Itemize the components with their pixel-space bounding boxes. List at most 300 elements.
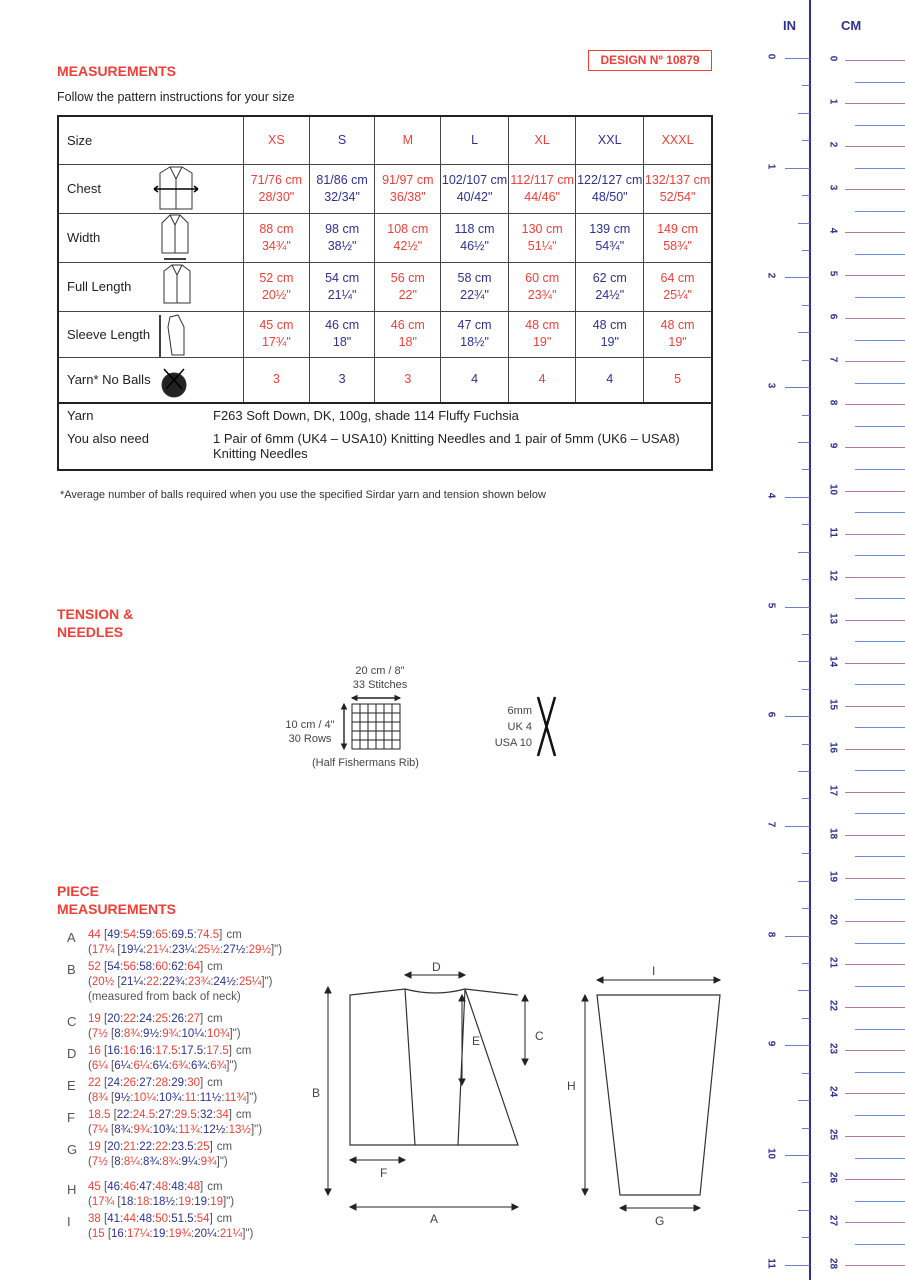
inch-line: [88, 1123, 262, 1138]
punctuation: :: [196, 1109, 200, 1121]
measure-value: 13½: [228, 1124, 251, 1136]
punctuation: :: [155, 1109, 159, 1121]
punctuation: :: [207, 1196, 211, 1208]
cm-line: [88, 1212, 253, 1227]
piece-lines: [88, 1140, 232, 1170]
inch-tick: [785, 277, 810, 278]
inch-value: 46½": [460, 238, 489, 253]
measure-value: 54: [196, 1213, 210, 1225]
cm-tick: [855, 82, 905, 83]
inch-tick: [802, 140, 810, 141]
cm-tick: [845, 146, 905, 147]
punctuation: ]"): [270, 944, 283, 956]
cm-tick: [845, 1222, 905, 1223]
punctuation: :: [171, 1109, 175, 1121]
measure-value: 9¾: [162, 1028, 179, 1040]
measure-value: 11½: [199, 1092, 222, 1104]
inch-tick: [785, 1045, 810, 1046]
measure-value: 6¼: [133, 1060, 150, 1072]
size-cell: [244, 262, 310, 311]
inch-number: 11: [765, 1257, 777, 1269]
cm-number: 12: [827, 569, 839, 581]
cm-tick: [845, 1179, 905, 1180]
measure-value: 19: [194, 1196, 208, 1208]
punctuation: :: [193, 1141, 197, 1153]
inch-number: 3: [765, 382, 777, 389]
needle-size: [490, 703, 532, 751]
punctuation: :: [135, 1077, 140, 1089]
inch-tick: [785, 607, 810, 608]
measure-value: 7½: [91, 1028, 108, 1040]
cm-number: 0: [827, 55, 839, 62]
measure-value: 47: [139, 1181, 152, 1193]
left-front-outline: [350, 989, 415, 1145]
cm-value: 48 cm: [660, 318, 695, 332]
label-a: A: [430, 1212, 439, 1225]
inch-tick: [802, 469, 810, 470]
cm-tick: [855, 383, 905, 384]
punctuation: :: [183, 961, 188, 973]
footnote: *Average number of balls required when you use the specified Sirdar yarn and tension shown below: [60, 489, 546, 501]
cm-value: 47 cm: [457, 318, 492, 332]
cm-value: 108 cm: [387, 221, 429, 236]
cm-tick: [845, 749, 905, 750]
punctuation: :: [151, 929, 156, 941]
punctuation: :: [167, 1013, 172, 1025]
punctuation: [: [100, 1141, 108, 1153]
inch-value: 23¾": [527, 287, 557, 302]
cm-value: 118 cm: [454, 221, 495, 236]
measure-value: 19: [88, 1141, 101, 1153]
measure-value: 22: [88, 1077, 101, 1089]
inch-line: [88, 975, 273, 990]
cm-number: 21: [827, 956, 839, 969]
measure-value: 22: [139, 1141, 152, 1153]
measure-value: 16: [139, 1045, 152, 1057]
measure-value: 48: [187, 1181, 200, 1193]
size-header: XS: [244, 116, 310, 164]
row-label: Yarn* No Balls: [58, 357, 244, 403]
cm-line: [88, 960, 273, 975]
piece-letter: H: [67, 1182, 77, 1197]
measure-value: 58: [139, 961, 152, 973]
info-cell: [58, 403, 712, 470]
punctuation: (: [88, 1092, 92, 1104]
inch-tick: [802, 195, 810, 196]
needle-uk: UK 4: [507, 721, 532, 733]
cm-tick: [855, 125, 905, 126]
cm-tick: [855, 598, 905, 599]
inch-tick: [802, 85, 810, 86]
inch-tick: [802, 524, 810, 525]
inch-tick: [798, 990, 810, 991]
cm-tick: [845, 577, 905, 578]
size-header: M: [375, 116, 441, 164]
size-cell: [375, 213, 441, 262]
cm-number: 5: [827, 270, 839, 277]
punctuation: :: [191, 1228, 195, 1240]
measure-value: 12½: [202, 1124, 226, 1136]
punctuation: :: [135, 1045, 140, 1057]
cm-tick: [845, 964, 905, 965]
size-cell: [441, 213, 509, 262]
punctuation: :: [167, 1141, 172, 1153]
row-label: Width: [58, 213, 244, 262]
punctuation: :: [167, 961, 172, 973]
size-cell: [508, 213, 575, 262]
punctuation: ]"): [229, 1028, 241, 1040]
size-cell: [309, 164, 375, 213]
cm-number: 3: [827, 184, 839, 191]
piece-letter: B: [67, 962, 76, 977]
punctuation: :: [184, 976, 188, 988]
inch-tick: [785, 1265, 810, 1266]
cm-tick: [845, 792, 905, 793]
measure-value: 16: [88, 1045, 101, 1057]
cm-tick: [855, 340, 905, 341]
cm-tick: [845, 318, 905, 319]
measure-value: 51.5: [171, 1213, 194, 1225]
inch-tick: [785, 716, 810, 717]
punctuation: ]"): [242, 1228, 254, 1240]
measure-value: 17.5: [206, 1045, 229, 1057]
measure-value: 8¾: [162, 1156, 179, 1168]
punctuation: :: [191, 1196, 195, 1208]
cm-number: 2: [827, 141, 839, 148]
tension-height-text: 10 cm / 4": [285, 719, 335, 731]
punctuation: :: [151, 961, 156, 973]
measure-value: 27: [187, 1013, 200, 1025]
size-cell: [244, 213, 310, 262]
measure-value: 8: [114, 1156, 121, 1168]
label-g: G: [655, 1214, 665, 1225]
cm-tick: [855, 555, 905, 556]
measure-value: 32: [199, 1109, 213, 1121]
balls-cell: 4: [508, 357, 575, 403]
punctuation: :: [225, 1124, 229, 1136]
punctuation: (: [88, 1028, 92, 1040]
inch-number: 9: [765, 1041, 777, 1047]
piece-lines: [88, 1108, 262, 1138]
punctuation: :: [139, 1156, 144, 1168]
inch-value: 24½": [595, 287, 625, 302]
cm-tick: [855, 684, 905, 685]
piece-lines: [88, 1012, 241, 1042]
cm-tick: [845, 534, 905, 535]
punctuation: (: [88, 1228, 92, 1240]
inch-tick: [802, 634, 810, 635]
punctuation: :: [177, 1045, 181, 1057]
cm-number: 27: [827, 1215, 839, 1227]
cm-tick: [845, 275, 905, 276]
cm-tick: [855, 943, 905, 944]
punctuation: :: [178, 1156, 182, 1168]
punctuation: :: [130, 1060, 134, 1072]
size-cell: [441, 262, 509, 311]
measure-value: 9½: [143, 1028, 160, 1040]
measure-value: 7¼: [91, 1124, 108, 1136]
size-label: Size: [58, 116, 244, 164]
yarn-label: Yarn: [67, 408, 94, 423]
cm-tick: [855, 254, 905, 255]
cm-tick: [855, 426, 905, 427]
size-header: XXL: [576, 116, 644, 164]
punctuation: :: [149, 1196, 153, 1208]
cm-number: 6: [827, 314, 839, 320]
measure-value: 21¼: [219, 1228, 243, 1240]
punctuation: :: [159, 976, 163, 988]
cm-tick: [845, 878, 905, 879]
measure-value: 9¾: [133, 1124, 150, 1136]
row-label: Full Length: [58, 262, 244, 311]
inch-value: 18": [398, 335, 417, 349]
measure-value: 17.5: [180, 1045, 204, 1057]
balls-cell: 3: [375, 357, 441, 403]
cm-number: 26: [827, 1172, 839, 1184]
measure-value: 46: [123, 1181, 136, 1193]
punctuation: :: [203, 1028, 208, 1040]
balls-cell: 5: [644, 357, 712, 403]
measure-value: 18: [120, 1196, 134, 1208]
measure-value: 54: [123, 929, 136, 941]
measure-value: 18: [136, 1196, 150, 1208]
size-cell: [441, 164, 509, 213]
measure-value: 29: [171, 1077, 184, 1089]
measure-value: 19: [88, 1013, 101, 1025]
inch-number: 10: [765, 1147, 777, 1160]
inch-tick: [798, 1210, 810, 1211]
punctuation: (: [88, 1060, 92, 1072]
cm-tick: [845, 103, 905, 104]
cm-line: [88, 1180, 234, 1195]
piece-lines: [88, 1180, 234, 1210]
inch-line: [88, 1027, 241, 1042]
measure-value: 17¾: [91, 1196, 115, 1208]
punctuation: [: [114, 944, 121, 956]
punctuation: :: [135, 961, 140, 973]
punctuation: :: [135, 1181, 140, 1193]
tension-heading-line1: TENSION &: [57, 606, 134, 622]
piece-lines: [88, 960, 273, 1005]
inch-number: 6: [765, 711, 777, 718]
inch-value: 21¼": [327, 287, 357, 302]
cm-number: 7: [827, 357, 839, 363]
info-table: [59, 404, 711, 469]
measure-value: 24: [107, 1077, 120, 1089]
cm-line: [88, 1076, 257, 1091]
measure-value: 6¾: [191, 1060, 208, 1072]
size-cell: [441, 311, 509, 357]
punctuation: [: [107, 1124, 115, 1136]
punctuation: :: [187, 1060, 192, 1072]
punctuation: :: [151, 1013, 156, 1025]
measure-value: 26: [123, 1077, 136, 1089]
punctuation: :: [155, 1092, 160, 1104]
cm-value: 102/107 cm: [441, 172, 508, 187]
cm-number: 20: [827, 913, 839, 926]
inch-value: 40/42": [456, 189, 493, 204]
tension-heading: [57, 605, 133, 641]
cm-unit: cm: [235, 1045, 252, 1057]
piece-letter: F: [67, 1110, 75, 1125]
measure-value: 11¾: [224, 1092, 247, 1104]
measure-value: 48: [155, 1181, 168, 1193]
cm-value: 81/86 cm: [316, 172, 368, 187]
cm-tick: [845, 1007, 905, 1008]
cm-tick: [845, 361, 905, 362]
cm-unit: cm: [235, 1109, 252, 1121]
row-label: Chest: [58, 164, 244, 213]
measure-value: 22: [116, 1109, 130, 1121]
measure-value: 21: [123, 1141, 136, 1153]
inch-tick: [802, 1018, 810, 1019]
cm-value: 91/97 cm: [382, 172, 434, 187]
punctuation: :: [181, 1092, 185, 1104]
punctuation: ]: [228, 1109, 232, 1121]
measure-value: 30: [187, 1077, 200, 1089]
measurements-heading: MEASUREMENTS: [57, 63, 177, 79]
punctuation: [: [107, 1060, 115, 1072]
cm-line: [88, 1012, 241, 1027]
measure-value: 19¼: [120, 944, 144, 956]
cm-tick: [855, 986, 905, 987]
piece-note: (measured from back of neck): [88, 991, 241, 1003]
inch-value: 42½": [393, 238, 423, 253]
measure-value: 8: [114, 1028, 121, 1040]
measure-value: 16: [107, 1045, 120, 1057]
punctuation: :: [207, 1060, 211, 1072]
punctuation: :: [139, 1028, 144, 1040]
punctuation: :: [129, 1109, 133, 1121]
punctuation: [: [104, 1228, 112, 1240]
cm-line: [88, 928, 282, 943]
size-cell: [244, 164, 310, 213]
size-cell: [576, 213, 644, 262]
punctuation: ]: [209, 1141, 213, 1153]
measure-value: 20: [107, 1013, 120, 1025]
punctuation: :: [149, 1124, 153, 1136]
punctuation: :: [210, 976, 214, 988]
punctuation: [: [114, 1196, 121, 1208]
cm-tick: [855, 770, 905, 771]
yarn-value: F263 Soft Down, DK, 100g, shade 114 Fluffy Fuchsia: [213, 408, 519, 423]
inch-tick: [798, 881, 810, 882]
measure-value: 6¼: [152, 1060, 169, 1072]
measure-value: 22: [123, 1013, 136, 1025]
cm-value: 45 cm: [259, 318, 294, 332]
punctuation: ]"): [216, 1156, 228, 1168]
size-cell: [309, 311, 375, 357]
needle-usa: USA 10: [494, 737, 532, 749]
measure-value: 11: [184, 1092, 197, 1104]
punctuation: :: [203, 1045, 207, 1057]
punctuation: :: [167, 929, 172, 941]
cm-number: 16: [827, 741, 839, 753]
measure-value: 16: [111, 1228, 124, 1240]
inch-tick: [802, 853, 810, 854]
size-cell: [576, 262, 644, 311]
cm-value: 60 cm: [525, 270, 560, 285]
punctuation: :: [167, 1213, 172, 1225]
piece-letter: C: [67, 1014, 77, 1029]
size-header: XXXL: [644, 116, 712, 164]
measure-value: 23¾: [187, 976, 211, 988]
label-h: H: [567, 1079, 576, 1093]
measure-value: 48: [139, 1213, 152, 1225]
measure-value: 8¾: [123, 1028, 140, 1040]
cm-tick: [845, 232, 905, 233]
punctuation: [: [100, 1213, 108, 1225]
inch-tick: [785, 168, 810, 169]
inch-tick: [798, 661, 810, 662]
punctuation: :: [151, 1181, 156, 1193]
size-cell: [309, 213, 375, 262]
punctuation: [: [100, 961, 108, 973]
cm-value: 149 cm: [657, 221, 699, 236]
punctuation: [: [107, 1092, 115, 1104]
cm-tick: [855, 211, 905, 212]
cm-unit: cm: [207, 1013, 223, 1025]
cm-tick: [855, 727, 905, 728]
measure-value: 22: [146, 976, 160, 988]
inch-number: 2: [765, 273, 777, 279]
stitch-name: (Half Fishermans Rib): [312, 757, 419, 769]
measure-value: 64: [187, 961, 200, 973]
tension-heading-line2: NEEDLES: [57, 624, 124, 640]
punctuation: :: [212, 1109, 216, 1121]
punctuation: :: [159, 1156, 163, 1168]
measure-value: 46: [107, 1181, 120, 1193]
cm-value: 46 cm: [390, 318, 425, 332]
measure-value: 25: [196, 1141, 210, 1153]
inch-value: 34¾": [261, 238, 291, 253]
cm-unit: cm: [216, 1213, 233, 1225]
punctuation: :: [119, 1181, 124, 1193]
punctuation: [: [100, 1181, 108, 1193]
piece-letter: G: [67, 1142, 78, 1157]
cm-value: 56 cm: [390, 270, 425, 285]
measure-value: 19: [152, 1228, 166, 1240]
cm-number: 25: [827, 1129, 839, 1141]
inch-line: [88, 1059, 251, 1074]
cm-value: 132/137 cm: [644, 172, 711, 187]
measure-value: 8¼: [123, 1156, 140, 1168]
measure-value: 52: [88, 961, 101, 973]
tension-square-icon: [340, 694, 422, 756]
cm-number: 19: [827, 870, 839, 882]
cm-tick: [855, 1115, 905, 1116]
punctuation: :: [130, 1124, 134, 1136]
punctuation: :: [159, 1028, 163, 1040]
cm-number: 28: [827, 1258, 839, 1270]
punctuation: :: [183, 1181, 188, 1193]
measure-value: 25½: [197, 944, 220, 956]
measure-value: 9¼: [181, 1156, 198, 1168]
balls-cell: 4: [441, 357, 509, 403]
cm-value: 139 cm: [589, 221, 631, 236]
punctuation: [: [107, 1028, 115, 1040]
measure-value: 22¾: [162, 976, 185, 988]
inch-tick: [802, 1237, 810, 1238]
punctuation: :: [165, 1228, 169, 1240]
piece-lines: [88, 1212, 253, 1242]
inch-value: 19": [600, 335, 619, 349]
cm-unit: cm: [207, 1077, 223, 1089]
row-label: Sleeve Length: [58, 311, 244, 357]
piece-letter: E: [67, 1078, 76, 1093]
measure-value: 56: [123, 961, 136, 973]
piece-heading-line1: PIECE: [57, 883, 100, 899]
